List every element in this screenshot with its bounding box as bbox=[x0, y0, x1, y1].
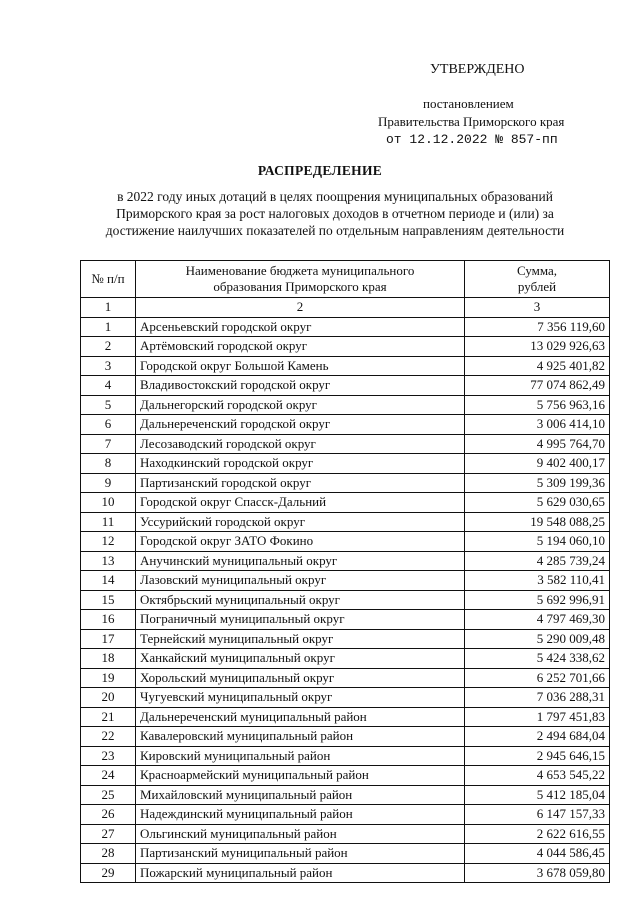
row-sum: 5 412 185,04 bbox=[465, 785, 610, 805]
row-sum: 4 285 739,24 bbox=[465, 551, 610, 571]
row-num: 10 bbox=[81, 493, 136, 513]
row-num: 9 bbox=[81, 473, 136, 493]
row-num: 18 bbox=[81, 649, 136, 669]
row-num: 20 bbox=[81, 688, 136, 708]
subtitle-line: Приморского края за рост налоговых доходов в отчетном периоде и (или) за bbox=[116, 206, 554, 221]
row-sum: 3 006 414,10 bbox=[465, 415, 610, 435]
row-sum: 4 653 545,22 bbox=[465, 766, 610, 786]
row-sum: 6 252 701,66 bbox=[465, 668, 610, 688]
row-name: Надеждинский муниципальный район bbox=[136, 805, 465, 825]
row-sum: 7 356 119,60 bbox=[465, 317, 610, 337]
table-row bbox=[81, 493, 610, 513]
table-row bbox=[81, 805, 610, 825]
row-num: 23 bbox=[81, 746, 136, 766]
row-num: 28 bbox=[81, 844, 136, 864]
header-name bbox=[136, 261, 465, 298]
column-index: 2 bbox=[136, 298, 465, 318]
header-sum bbox=[465, 261, 610, 298]
row-sum: 3 582 110,41 bbox=[465, 571, 610, 591]
table-row bbox=[81, 551, 610, 571]
row-name: Тернейский муниципальный округ bbox=[136, 629, 465, 649]
row-name: Октябрьский муниципальный округ bbox=[136, 590, 465, 610]
row-num: 26 bbox=[81, 805, 136, 825]
row-sum: 5 629 030,65 bbox=[465, 493, 610, 513]
row-num: 4 bbox=[81, 376, 136, 396]
document-title: РАСПРЕДЕЛЕНИЕ bbox=[257, 163, 383, 178]
row-num: 29 bbox=[81, 863, 136, 883]
table-row bbox=[81, 824, 610, 844]
row-name: Ольгинский муниципальный район bbox=[136, 824, 465, 844]
row-name: Дальнереченский городской округ bbox=[136, 415, 465, 435]
header-sum-line2: рублей bbox=[517, 279, 557, 294]
row-name: Партизанский городской округ bbox=[136, 473, 465, 493]
row-num: 17 bbox=[81, 629, 136, 649]
row-num: 8 bbox=[81, 454, 136, 474]
row-sum: 5 424 338,62 bbox=[465, 649, 610, 669]
row-num: 19 bbox=[81, 668, 136, 688]
table-row bbox=[81, 785, 610, 805]
table-row bbox=[81, 688, 610, 708]
row-name: Партизанский муниципальный район bbox=[136, 844, 465, 864]
row-name: Арсеньевский городской округ bbox=[136, 317, 465, 337]
table-row bbox=[81, 766, 610, 786]
header-sum-line1: Сумма, bbox=[516, 263, 558, 278]
table-header-row bbox=[81, 261, 610, 298]
header-name-line2: образования Приморского края bbox=[213, 279, 387, 294]
row-sum: 2 622 616,55 bbox=[465, 824, 610, 844]
row-sum: 3 678 059,80 bbox=[465, 863, 610, 883]
table-row bbox=[81, 746, 610, 766]
row-name: Хорольский муниципальный округ bbox=[136, 668, 465, 688]
row-name: Красноармейский муниципальный район bbox=[136, 766, 465, 786]
row-name: Анучинский муниципальный округ bbox=[136, 551, 465, 571]
subtitle-line: достижение наилучших показателей по отдельным направлениям деятельности bbox=[105, 223, 565, 238]
table-row bbox=[81, 376, 610, 396]
row-num: 11 bbox=[81, 512, 136, 532]
row-num: 13 bbox=[81, 551, 136, 571]
table-row bbox=[81, 844, 610, 864]
column-index: 1 bbox=[81, 298, 136, 318]
table-row bbox=[81, 727, 610, 747]
row-name: Городской округ Спасск-Дальний bbox=[136, 493, 465, 513]
row-num: 6 bbox=[81, 415, 136, 435]
table-row bbox=[81, 473, 610, 493]
table-body bbox=[81, 317, 610, 883]
row-sum: 5 692 996,91 bbox=[465, 590, 610, 610]
row-sum: 19 548 088,25 bbox=[465, 512, 610, 532]
subtitle-line: в 2022 году иных дотаций в целях поощрения муниципальных образований bbox=[117, 189, 553, 204]
column-index-row bbox=[81, 298, 610, 318]
row-sum: 4 925 401,82 bbox=[465, 356, 610, 376]
table-row bbox=[81, 415, 610, 435]
row-name: Лесозаводский городской округ bbox=[136, 434, 465, 454]
row-num: 22 bbox=[81, 727, 136, 747]
row-sum: 4 995 764,70 bbox=[465, 434, 610, 454]
row-sum: 1 797 451,83 bbox=[465, 707, 610, 727]
table-row bbox=[81, 590, 610, 610]
row-name: Михайловский муниципальный район bbox=[136, 785, 465, 805]
table-row bbox=[81, 454, 610, 474]
table-row bbox=[81, 317, 610, 337]
table-row bbox=[81, 649, 610, 669]
approved-label: УТВЕРЖДЕНО bbox=[430, 62, 525, 77]
row-name: Уссурийский городской округ bbox=[136, 512, 465, 532]
row-sum: 4 797 469,30 bbox=[465, 610, 610, 630]
table-row bbox=[81, 434, 610, 454]
table-row bbox=[81, 532, 610, 552]
table-row bbox=[81, 571, 610, 591]
table-row bbox=[81, 610, 610, 630]
row-name: Артёмовский городской округ bbox=[136, 337, 465, 357]
row-sum: 4 044 586,45 bbox=[465, 844, 610, 864]
row-sum: 2 494 684,04 bbox=[465, 727, 610, 747]
row-num: 25 bbox=[81, 785, 136, 805]
row-name: Пограничный муниципальный округ bbox=[136, 610, 465, 630]
row-num: 21 bbox=[81, 707, 136, 727]
table-row bbox=[81, 668, 610, 688]
row-name: Владивостокский городской округ bbox=[136, 376, 465, 396]
row-num: 15 bbox=[81, 590, 136, 610]
row-name: Городской округ ЗАТО Фокино bbox=[136, 532, 465, 552]
row-sum: 5 194 060,10 bbox=[465, 532, 610, 552]
row-name: Дальнереченский муниципальный район bbox=[136, 707, 465, 727]
column-index: 3 bbox=[465, 298, 610, 318]
row-name: Кавалеровский муниципальный район bbox=[136, 727, 465, 747]
row-num: 14 bbox=[81, 571, 136, 591]
table-row bbox=[81, 863, 610, 883]
row-num: 7 bbox=[81, 434, 136, 454]
row-sum: 5 756 963,16 bbox=[465, 395, 610, 415]
row-sum: 9 402 400,17 bbox=[465, 454, 610, 474]
government-label: Правительства Приморского края bbox=[378, 114, 565, 129]
row-sum: 77 074 862,49 bbox=[465, 376, 610, 396]
row-sum: 2 945 646,15 bbox=[465, 746, 610, 766]
table-row bbox=[81, 707, 610, 727]
row-name: Пожарский муниципальный район bbox=[136, 863, 465, 883]
row-num: 24 bbox=[81, 766, 136, 786]
row-name: Лазовский муниципальный округ bbox=[136, 571, 465, 591]
row-num: 12 bbox=[81, 532, 136, 552]
table-row bbox=[81, 395, 610, 415]
row-sum: 7 036 288,31 bbox=[465, 688, 610, 708]
row-num: 27 bbox=[81, 824, 136, 844]
row-name: Находкинский городской округ bbox=[136, 454, 465, 474]
document-subtitle bbox=[70, 188, 600, 239]
table-row bbox=[81, 337, 610, 357]
distribution-table bbox=[80, 260, 610, 883]
header-num: № п/п bbox=[81, 261, 136, 298]
table-row bbox=[81, 629, 610, 649]
row-name: Кировский муниципальный район bbox=[136, 746, 465, 766]
row-sum: 5 309 199,36 bbox=[465, 473, 610, 493]
row-name: Чугуевский муниципальный округ bbox=[136, 688, 465, 708]
row-name: Городской округ Большой Камень bbox=[136, 356, 465, 376]
row-sum: 5 290 009,48 bbox=[465, 629, 610, 649]
table-row bbox=[81, 512, 610, 532]
header-name-line1: Наименование бюджета муниципального bbox=[185, 263, 415, 278]
row-num: 2 bbox=[81, 337, 136, 357]
row-num: 1 bbox=[81, 317, 136, 337]
row-sum: 13 029 926,63 bbox=[465, 337, 610, 357]
row-num: 5 bbox=[81, 395, 136, 415]
row-sum: 6 147 157,33 bbox=[465, 805, 610, 825]
row-name: Дальнегорский городской округ bbox=[136, 395, 465, 415]
row-name: Ханкайский муниципальный округ bbox=[136, 649, 465, 669]
resolution-label: постановлением bbox=[423, 96, 514, 111]
table-row bbox=[81, 356, 610, 376]
row-num: 3 bbox=[81, 356, 136, 376]
row-num: 16 bbox=[81, 610, 136, 630]
resolution-date-number: от 12.12.2022 № 857-пп bbox=[386, 132, 558, 147]
